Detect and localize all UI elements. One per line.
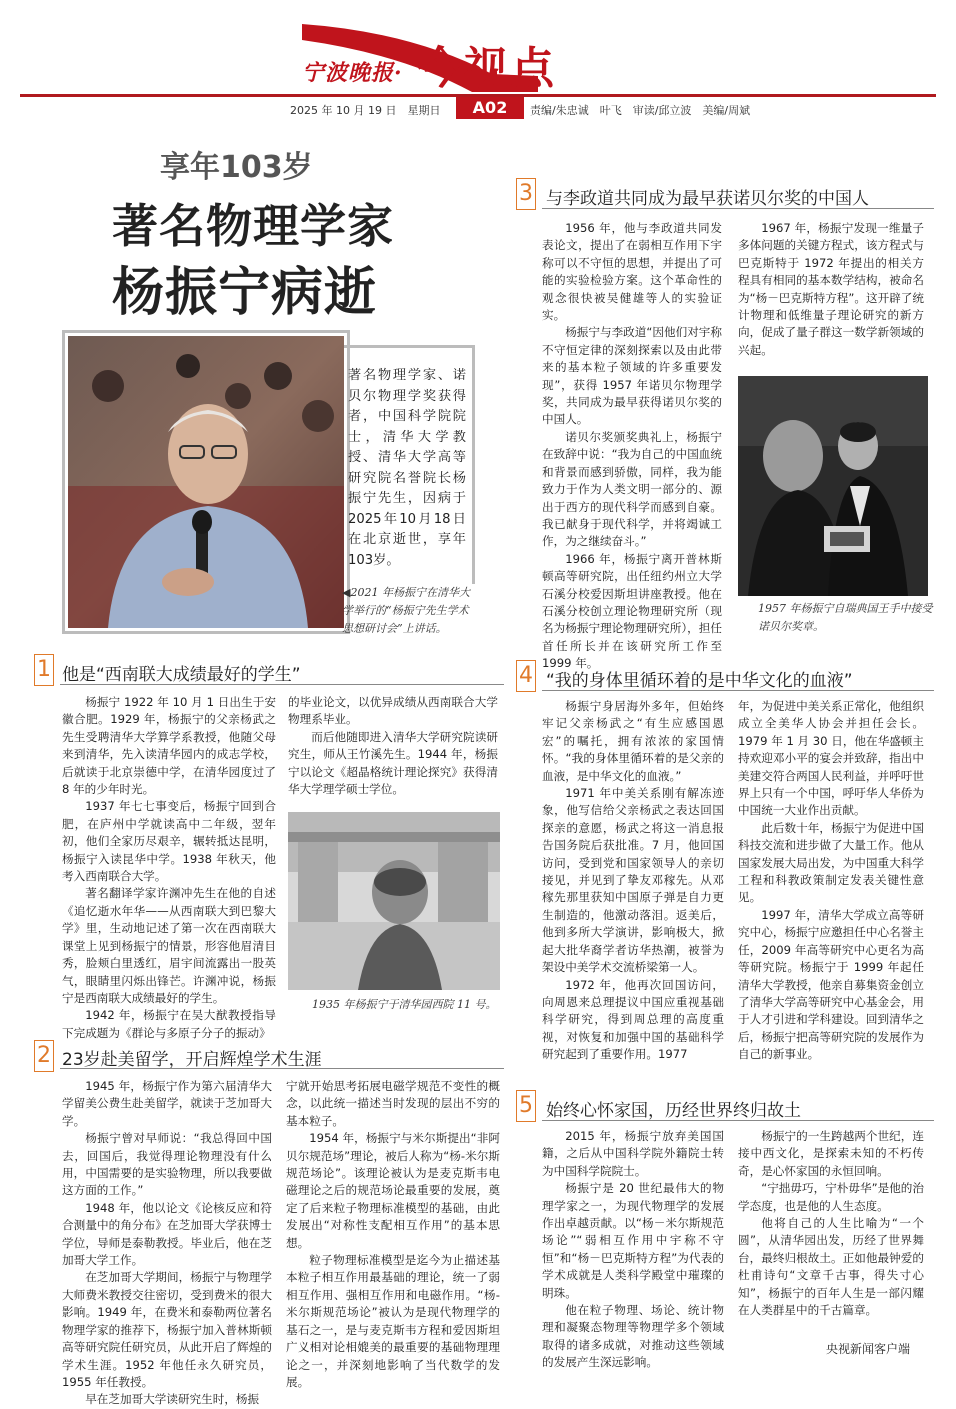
headline-kicker: 享年103岁 [160,150,313,185]
section-2-rule [60,1068,504,1069]
paragraph: 此后数十年，杨振宁为促进中国科技交流和进步做了大量工作。他从国家发展大局出发，为中国重大科学工程和科教政策制定发表关键性意见。 [738,820,924,905]
paragraph: 杨振宁与李政道“因他们对宇称不守恒定律的深刻探索以及由此带来的基本粒子领域的许多重要发现”，获得 1957 年诺贝尔物理学奖，共同成为最早获得诺贝尔奖的中国人。 [542,325,722,427]
paragraph: 2015 年，杨振宁放弃美国国籍，之后从中国科学院外籍院士转为中国科学院院士。 [542,1129,724,1178]
section-4-column-1 [542,698,724,1064]
paragraph: 杨振宁是 20 世纪最伟大的物理学家之一，为现代物理学的发展作出卓越贡献。以“杨－米尔斯规范场论”“弱相互作用中宇称不守恒”和“杨－巴克斯特方程”为代表的学术成就是人类科学殿堂中璀璨的明珠。 [542,1181,724,1300]
section-3-column-2 [738,220,924,359]
section-2-number: 2 [34,1040,54,1072]
paragraph: 1945 年，杨振宁作为第六届清华大学留美公费生赴美留学，就读于芝加哥大学。 [62,1079,272,1128]
paragraph: 他将自己的人生比喻为“一个圆”，从清华园出发，历经了世界舞台，最终归根故土。正如他最钟爱的杜甫诗句“文章千古事，得失寸心知”，杨振宁的百年人生是一部闪耀在人类群星中的千古篇章。 [738,1216,924,1318]
paragraph: 1971 年中美关系刚有解冻迹象，他写信给父亲杨武之表达回国探亲的意愿，杨武之将这一消息报告国务院后获批准。7 月，他回国访问，受到党和国家领导人的亲切接见，并见到了挚友邓稼先。从邓稼先那里获知中国原子弹是自力更生制造的，他激动落泪。返美后，他到多所大学演讲，影响极大，掀起大批华裔学者访华热潮，被誉为架设中美学术交流桥梁第一人。 [542,786,724,975]
section-3-number: 3 [516,178,536,210]
section-1-rule [60,684,504,685]
paragraph: 杨振宁的一生跨越两个世纪，连接中西文化，是探索未知的不朽传奇，是心怀家国的永恒回响。 [738,1129,924,1178]
headline-line-1: 著名物理学家 [112,199,394,253]
section-1-title: 他是“西南联大成绩最好的学生” [62,665,301,685]
lead-summary: 著名物理学家、诺贝尔物理学奖获得者，中国科学院院士，清华大学教授、清华大学高等研究院名誉院长杨振宁先生，因病于2025年10月18日在北京逝世，享年103岁。 [348,368,466,568]
section-5-column-1 [542,1128,724,1372]
section-5-rule [542,1120,934,1121]
paragraph: 1967 年，杨振宁发现一维量子多体问题的关键方程式，该方程式与巴克斯特于 1972 年提出的相关方程具有相同的基本数学结构，被命名为“杨－巴克斯特方程”。这开辟了统计物理和低维量子理论研究的新方向，促成了量子群这一数学新领域的兴起。 [738,221,924,357]
paragraph: 宁就开始思考拓展电磁学规范不变性的概念，以此统一描述当时发现的层出不穷的基本粒子。 [286,1079,500,1128]
section-1-number: 1 [34,654,54,686]
brand-name: 宁波晚报 [302,60,395,86]
section-5-column-2 [738,1128,924,1319]
main-photo [68,336,344,628]
paragraph: 他在粒子物理、场论、统计物理和凝聚态物理等物理学多个领域取得的诸多成就，对推动这些领域的发展产生深远影响。 [542,1303,724,1370]
nobel-ceremony-photo [738,376,928,596]
section-4-rule [542,690,934,691]
paragraph: 1972 年，他再次回国访问，向周恩来总理提议中国应重视基础科学研究，得到周总理的高度重视，对恢复和加强中国的基础科学研究起到了重要作用。1977 [542,977,724,1062]
section-2-column-2 [286,1078,500,1391]
section-4-number: 4 [516,660,536,692]
section-5-title: 始终心怀家国，历经世界终归故土 [546,1101,801,1121]
section-5-number: 5 [516,1090,536,1122]
section-3-title: 与李政道共同成为最早获诺贝尔奖的中国人 [546,189,869,209]
paragraph: “宁拙毋巧，宁朴毋华”是他的治学态度，也是他的人生态度。 [738,1181,924,1213]
paragraph: 1948 年，他以论文《论核反应和符合测量中的角分布》在芝加哥大学获博士学位，导师是泰勒教授。毕业后，他在芝加哥大学工作。 [62,1200,272,1268]
masthead-brand [302,56,403,87]
section-3-rule [542,208,934,209]
nobel-photo-caption: 1957 年杨振宁自瑞典国王手中接受诺贝尔奖章。 [758,602,933,633]
paragraph: 1942 年，杨振宁在吴大猷教授指导下完成题为《群论与多原子分子的振动》 [62,1008,276,1040]
main-photo-caption: ◀2021 年杨振宁在清华大学举行的“杨振宁先生学术思想研讨会”上讲话。 [342,586,470,635]
paragraph: 在芝加哥大学期间，杨振宁与物理学大师费米教授交往密切，受到费米的很大影响。1949 年，在费米和泰勒两位著名物理学家的推荐下，杨振宁加入普林斯顿高等研究院任研究员，从此开启了辉煌的学术生涯。1952 年他任永久研究员，1955 年任教授。 [62,1270,272,1389]
paragraph: 1956 年，他与李政道共同发表论文，提出了在弱相互作用下宇称可以不守恒的思想，并提出了可能的实验检验方案。这个革命性的观念很快被吴健雄等人的实验证实。 [542,221,722,323]
masthead-section: 今视点 [418,43,556,94]
paragraph: 1966 年，杨振宁离开普林斯顿高等研究院，出任纽约州立大学石溪分校爱因斯坦讲座教授。他在石溪分校创立理论物理研究所（现名为杨振宁理论物理研究所），担任首任所长并在该研究所工作至 1999 年。 [542,551,722,671]
paragraph: 杨振宁曾对早师说：“我总得回中国去，回国后，我觉得理论物理没有什么用，中国需要的是实验物理，所以我要做这方面的工作。” [62,1131,272,1198]
news-source: 央视新闻客户端 [826,1342,911,1356]
page-number-badge: A02 [456,97,524,119]
paragraph: 著名翻译学家许渊冲先生在他的自述《追忆逝水年华——从西南联大到巴黎大学》里，生动地记述了第一次在西南联大课堂上见到杨振宁的情景，形容他眉清目秀，脸颊白里透红，眉宇间流露出一股英气，眼睛里闪烁出锋芒。许渊冲说，杨振宁是西南联大成绩最好的学生。 [62,886,276,1005]
section-1-column-1 [62,694,276,1042]
paragraph: 的毕业论文，以优异成绩从西南联合大学物理系毕业。 [288,695,498,727]
paragraph: 而后他随即进入清华大学研究院读研究生，师从王竹溪先生。1944 年，杨振宁以论文《超晶格统计理论探究》获得清华大学理学硕士学位。 [288,729,498,797]
paragraph: 1954 年，杨振宁与米尔斯提出“非阿贝尔规范场”理论，被后人称为“杨-米尔斯规范场论”。该理论被认为是麦克斯韦电磁理论之后的规范场论最重要的发展，奠定了后来粒子物理标准模型的基础，由此发展出“对称性支配相互作用”的基本思想。 [286,1131,500,1250]
editor-credits: 责编/朱忠诚 叶飞 审读/邱立波 美编/周斌 [530,104,751,117]
childhood-photo [288,812,500,990]
paragraph: 杨振宁身居海外多年，但始终牢记父亲杨武之“有生应感国恩宏”的嘱托，拥有浓浓的家国情怀。“我的身体里循环着的是父亲的血液，是中华文化的血液。” [542,699,724,783]
section-4-title: “我的身体里循环着的是中华文化的血液” [546,671,853,691]
paragraph: 杨振宁 1922 年 10 月 1 日出生于安徽合肥。1929 年，杨振宁的父亲杨武之先生受聘清华大学算学系教授，他随父母来到清华，先入读清华园内的成志学校，后就读于北京崇德中学，在清华园度过了 8 年的少年时光。 [62,695,276,797]
paragraph: 粒子物理标准模型是迄今为止描述基本粒子相互作用最基础的理论，统一了弱相互作用、强相互作用和电磁作用。“杨-米尔斯规范场论”被认为是现代物理学的基石之一，是与麦克斯韦方程和爱因斯坦广义相对论相媲美的最重要的基础物理理论之一，并深刻地影响了当代数学的发展。 [286,1253,500,1389]
section-2-column-1 [62,1078,272,1409]
issue-date: 2025 年 10 月 19 日 星期日 [290,104,441,117]
section-4-column-2 [738,698,924,1064]
brand-dot: · [394,60,403,86]
section-2-title: 23岁赴美留学，开启辉煌学术生涯 [62,1050,322,1070]
section-1-column-2 [288,694,498,798]
childhood-photo-caption: 1935 年杨振宁于清华园西院 11 号。 [312,998,497,1011]
paragraph: 早在芝加哥大学读研究生时，杨振 [85,1392,260,1407]
section-3-column-1 [542,220,722,673]
paragraph: 1937 年七七事变后，杨振宁回到合肥，在庐州中学就读高中二年级，翌年初，他们全家历尽艰辛，辗转抵达昆明，杨振宁入读昆华中学。1938 年秋天，他考入西南联合大学。 [62,799,276,884]
headline-line-2: 杨振宁病逝 [112,263,378,323]
paragraph: 诺贝尔奖颁奖典礼上，杨振宁在致辞中说：“我为自己的中国血统和背景而感到骄傲，同样，我为能致力于作为人类文明一部分的、源出于西方的现代科学而感到自豪。我已献身于现代科学，并将竭诚工作，为之继续奋斗。” [542,429,722,549]
paragraph: 1997 年，清华大学成立高等研究中心，杨振宁应邀担任中心名誉主任，2009 年高等研究中心更名为高等研究院。杨振宁于 1999 年起任清华大学教授，他亲自募集资金创立了清华大学高等研究中心基金会，用于人才引进和学科建设。回到清华之后，杨振宁把高等研究院的发展作为自己的新事业。 [738,907,924,1062]
paragraph: 年，为促进中美关系正常化，他组织成立全美华人协会并担任会长。1979 年 1 月 30 日，他在华盛顿主持欢迎邓小平的宴会并致辞，指出中美建交符合两国人民利益，并呼吁世界上只有一个中国，呼吁华人华侨为中国统一大业作出贡献。 [738,699,924,818]
